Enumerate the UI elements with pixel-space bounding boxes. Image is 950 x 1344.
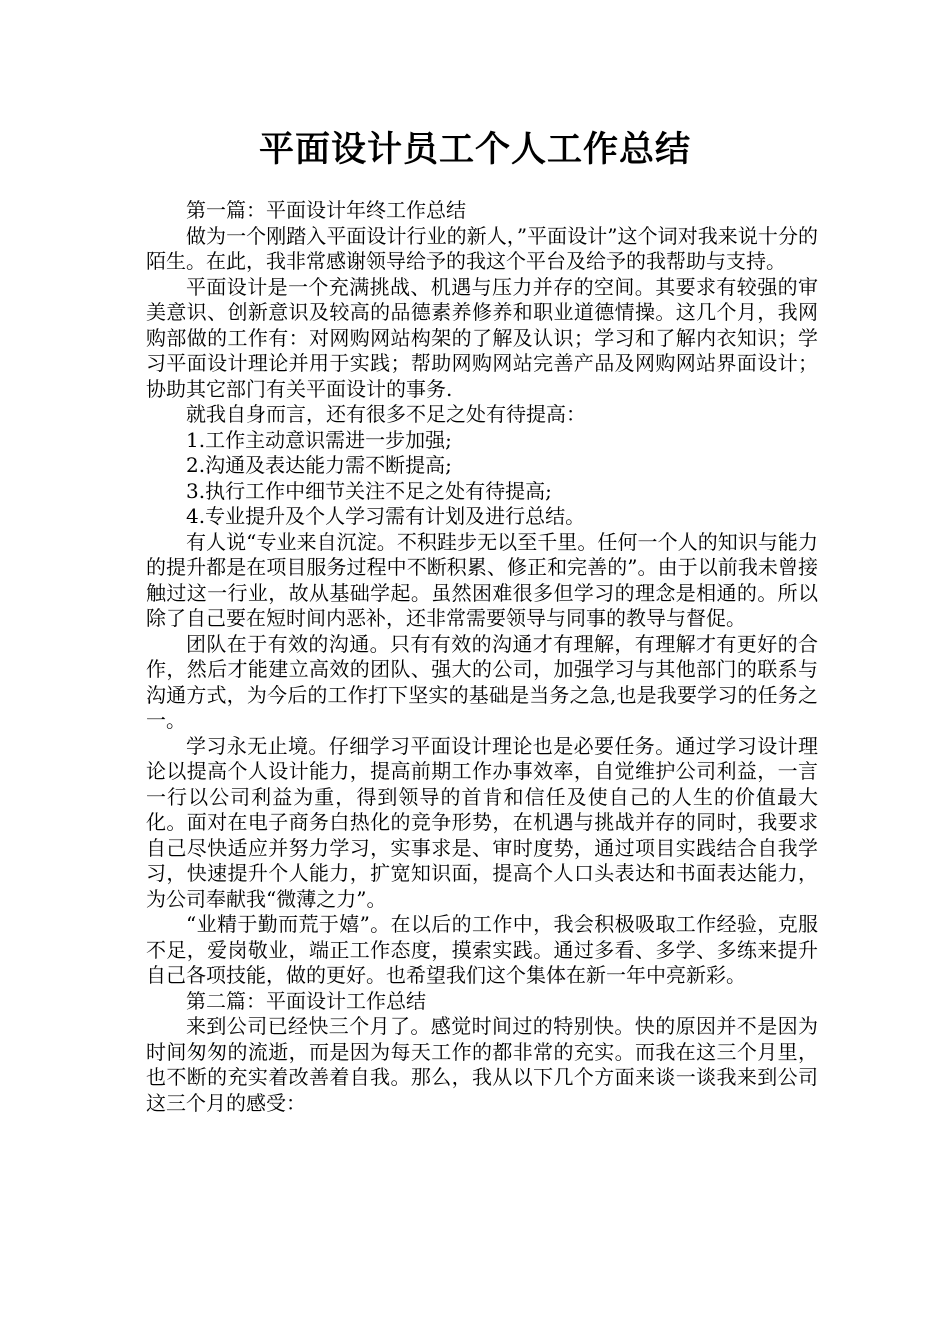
section-heading-1: 第一篇：平面设计年终工作总结 (186, 198, 466, 222)
list-item: 1.工作主动意识需进一步加强; (186, 427, 452, 452)
paragraph: 做为一个刚踏入平面设计行业的新人，”平面设计”这个词对我来说十分的陌生。在此，我非常感谢领导给予的我这个平台及给予的我帮助与支持。 (146, 223, 818, 273)
list-item: 2.沟通及表达能力需不断提高; (186, 453, 452, 477)
document-title: 平面设计员工个人工作总结 (258, 130, 691, 170)
paragraph: 学习永无止境。仔细学习平面设计理论也是必要任务。通过学习设计理论以提高个人设计能力，提高前期工作办事效率，自觉维护公司利益，一言一行以公司利益为重，得到领导的首肯和信任及使自己的人生的价值最大化。面对在电子商务白热化的竞争形势，在机遇与挑战并存的同时，我要求自己尽快适应并努力学习，实事求是、审时度势，通过项目实践结合自我学习，快速提升个人能力，扩宽知识面，提高个人口头表达和书面表达能力，为公司奉献我“微薄之力”。 (146, 733, 818, 911)
section-heading-2: 第二篇：平面设计工作总结 (186, 988, 426, 1013)
list-item: 4.专业提升及个人学习需有计划及进行总结。 (186, 504, 586, 528)
paragraph: 就我自身而言，还有很多不足之处有待提高： (186, 402, 586, 426)
paragraph: 有人说“专业来自沉淀。不积跬步无以至千里。任何一个人的知识与能力的提升都是在项目服务过程中不断积累、修正和完善的”。由于以前我未曾接触过这一行业，故从基础学起。虽然困难很多但学习的理念是相通的。所以除了自己要在短时间内恶补，还非常需要领导与同事的教导与督促。 (146, 529, 818, 630)
paragraph: 团队在于有效的沟通。只有有效的沟通才有理解，有理解才有更好的合作，然后才能建立高效的团队、强大的公司，加强学习与其他部门的联系与沟通方式，为今后的工作打下坚实的基础是当务之急,也是我要学习的任务之一。 (146, 631, 818, 732)
paragraph: 来到公司已经快三个月了。感觉时间过的特别快。快的原因并不是因为时间匆匆的流逝，而是因为每天工作的都非常的充实。而我在这三个月里，也不断的充实着改善着自我。那么，我从以下几个方面来谈一谈我来到公司这三个月的感受： (146, 1014, 818, 1115)
paragraph: “业精于勤而荒于嬉”。在以后的工作中，我会积极吸取工作经验，克服不足，爱岗敬业，端正工作态度，摸索实践。通过多看、多学、多练来提升自己各项技能，做的更好。也希望我们这个集体在新一年中亮新彩。 (146, 912, 818, 987)
list-item: 3.执行工作中细节关注不足之处有待提高; (186, 478, 552, 503)
paragraph: 平面设计是一个充满挑战、机遇与压力并存的空间。其要求有较强的审美意识、创新意识及较高的品德素养修养和职业道德情操。这几个月，我网购部做的工作有：对网购网站构架的了解及认识；学习和了解内衣知识；学习平面设计理论并用于实践；帮助网购网站完善产品及网购网站界面设计；协助其它部门有关平面设计的事务. (146, 274, 818, 401)
document-body (146, 198, 818, 1116)
